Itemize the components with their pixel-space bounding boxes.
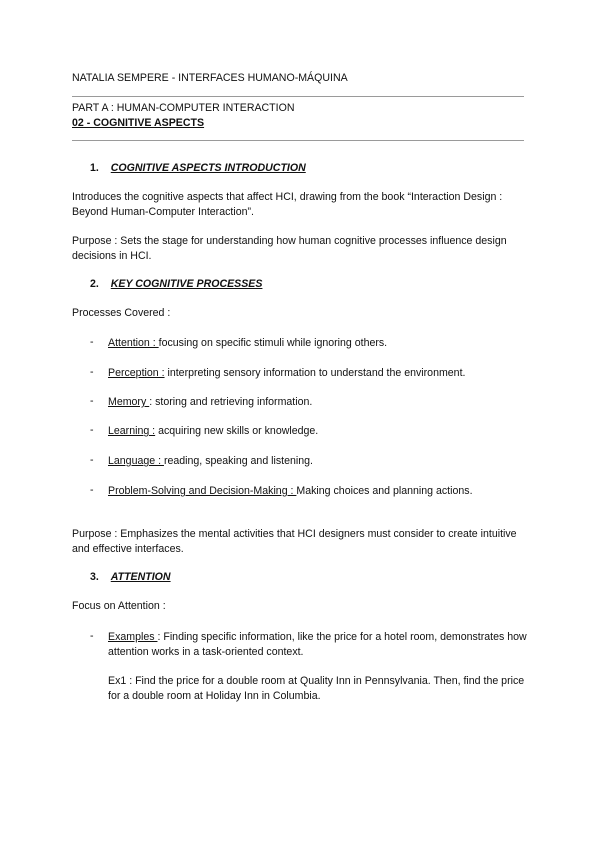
header-divider-top (72, 96, 524, 97)
section-2-lead: Processes Covered : (72, 307, 171, 319)
bullet-dash: - (90, 484, 94, 496)
list-item-term: Attention : (108, 337, 159, 349)
list-item-term: Examples (108, 631, 158, 643)
section-2-title: KEY COGNITIVE PROCESSES (110, 278, 263, 290)
section-2-purpose: Purpose : Emphasizes the mental activities that HCI designers must consider to create intuitive and effective interfaces. (72, 528, 517, 555)
list-item-term: Problem-Solving and Decision-Making : (108, 485, 297, 497)
list-item-desc: focusing on specific stimuli while ignoring others. (158, 337, 388, 349)
section-1-heading (90, 162, 306, 174)
section-3-number: 3. (90, 571, 99, 583)
bullet-dash: - (90, 366, 94, 378)
list-item-perception (108, 366, 528, 381)
list-item-learning (108, 424, 528, 439)
example-ex1: Ex1 : Find the price for a double room at Quality Inn in Pennsylvania. Then, find the price for a double room at Holiday Inn in Columbia. (108, 675, 525, 702)
list-item-attention (108, 336, 528, 351)
list-item-language (108, 454, 528, 469)
list-item-desc: : Finding specific information, like the price for a hotel room, demonstrates how attention works in a task-oriented context. (108, 631, 527, 658)
list-item-problem-solving (108, 484, 528, 499)
bullet-dash: - (90, 395, 94, 407)
bullet-dash: - (90, 336, 94, 348)
list-item-memory (108, 395, 528, 410)
header-part: PART A : HUMAN-COMPUTER INTERACTION (72, 102, 295, 114)
list-item-term: Learning : (108, 425, 156, 437)
section-3-title: ATTENTION (110, 571, 171, 583)
list-item-term: Memory (108, 396, 150, 408)
header-chapter: 02 - COGNITIVE ASPECTS (72, 117, 205, 129)
section-1-title: COGNITIVE ASPECTS INTRODUCTION (110, 162, 306, 174)
list-item-desc: Making choices and planning actions. (296, 485, 473, 497)
list-item-examples (108, 630, 528, 660)
section-2-number: 2. (90, 278, 99, 290)
list-item-term: Language : (108, 455, 164, 467)
list-item-desc: : storing and retrieving information. (149, 396, 313, 408)
section-1-purpose: Purpose : Sets the stage for understanding how human cognitive processes influence design decisions in HCI. (72, 235, 507, 262)
bullet-dash: - (90, 454, 94, 466)
list-item-desc: acquiring new skills or knowledge. (155, 425, 319, 437)
section-3-heading (90, 571, 171, 583)
list-item-term: Perception : (108, 367, 165, 379)
section-1-number: 1. (90, 162, 99, 174)
section-3-lead: Focus on Attention : (72, 600, 166, 612)
header-divider-bottom (72, 140, 524, 141)
section-2-heading (90, 278, 262, 290)
bullet-dash: - (90, 630, 94, 642)
section-1-intro: Introduces the cognitive aspects that affect HCI, drawing from the book “Interaction Design : Beyond Human-Computer Interaction”. (72, 191, 503, 218)
header-author-course: NATALIA SEMPERE - INTERFACES HUMANO-MÁQUINA (72, 72, 348, 84)
list-item-desc: interpreting sensory information to understand the environment. (164, 367, 466, 379)
list-item-desc: reading, speaking and listening. (163, 455, 313, 467)
bullet-dash: - (90, 424, 94, 436)
